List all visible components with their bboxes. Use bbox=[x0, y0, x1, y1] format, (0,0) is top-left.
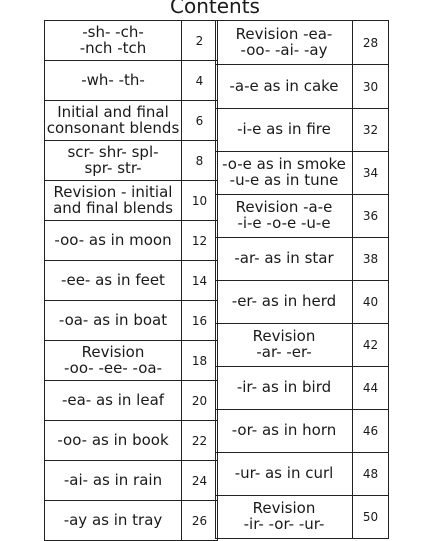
contents-entry[interactable] bbox=[45, 341, 218, 381]
entry-page-number: 20 bbox=[182, 381, 218, 421]
contents-entry[interactable] bbox=[45, 421, 218, 461]
entry-topic bbox=[45, 261, 182, 301]
contents-entry[interactable] bbox=[45, 101, 218, 141]
topic-line: Revision -a-e bbox=[235, 198, 333, 217]
topic-line: -nch -tch bbox=[79, 38, 147, 57]
topic-line: -oo- -ee- -oa- bbox=[63, 358, 163, 377]
contents-entry[interactable] bbox=[45, 461, 218, 501]
contents-entry[interactable] bbox=[216, 453, 389, 496]
contents-entry[interactable] bbox=[216, 109, 389, 152]
topic-line: -ir- -or- -ur- bbox=[243, 515, 325, 533]
contents-entry[interactable] bbox=[45, 301, 218, 341]
entry-page-number: 4 bbox=[182, 61, 218, 101]
entry-topic bbox=[216, 238, 353, 281]
topic-line: -i-e as in fire bbox=[237, 120, 331, 139]
topic-line: -ar- -er- bbox=[256, 343, 312, 361]
entry-page-number: 6 bbox=[182, 101, 218, 141]
entry-topic bbox=[216, 324, 353, 367]
entry-topic bbox=[216, 453, 353, 496]
entry-page-number: 38 bbox=[353, 238, 389, 281]
entry-topic bbox=[216, 367, 353, 410]
entry-page-number: 46 bbox=[353, 410, 389, 453]
topic-line: -ea- as in leaf bbox=[61, 390, 165, 409]
entry-page-number: 30 bbox=[353, 65, 389, 109]
contents-entry[interactable] bbox=[45, 181, 218, 221]
entry-topic bbox=[45, 421, 182, 461]
entry-topic bbox=[216, 152, 353, 195]
topic-line: -ur- as in curl bbox=[234, 464, 334, 483]
entry-topic bbox=[45, 181, 182, 221]
contents-entry[interactable] bbox=[216, 367, 389, 410]
topic-line: -oo- as in moon bbox=[54, 230, 172, 249]
entry-topic bbox=[45, 101, 182, 141]
entry-page-number: 36 bbox=[353, 195, 389, 238]
entry-page-number: 26 bbox=[182, 501, 218, 541]
topic-line: Revision bbox=[252, 327, 316, 346]
entry-page-number: 18 bbox=[182, 341, 218, 381]
topic-line: -er- as in herd bbox=[231, 292, 337, 311]
topic-line: -ay as in tray bbox=[63, 510, 163, 529]
entry-topic bbox=[45, 141, 182, 181]
topic-line: Initial and final bbox=[57, 102, 169, 121]
entry-page-number: 2 bbox=[182, 21, 218, 61]
topic-line: Revision bbox=[252, 499, 316, 518]
topic-line: -wh- -th- bbox=[81, 70, 145, 89]
contents-entry[interactable] bbox=[216, 496, 389, 539]
page-title: Contents bbox=[170, 0, 260, 18]
entry-topic bbox=[216, 410, 353, 453]
contents-entry[interactable] bbox=[45, 501, 218, 541]
contents-entry[interactable] bbox=[216, 238, 389, 281]
entry-topic bbox=[45, 461, 182, 501]
entry-topic bbox=[45, 381, 182, 421]
entry-topic bbox=[216, 109, 353, 152]
contents-entry[interactable] bbox=[216, 410, 389, 453]
entry-page-number: 16 bbox=[182, 301, 218, 341]
topic-line: -o-e as in smoke bbox=[222, 155, 346, 174]
contents-entry[interactable] bbox=[216, 324, 389, 367]
entry-topic bbox=[216, 496, 353, 539]
entry-page-number: 14 bbox=[182, 261, 218, 301]
topic-line: -ai- as in rain bbox=[63, 470, 163, 489]
entry-page-number: 40 bbox=[353, 281, 389, 324]
contents-entry[interactable] bbox=[216, 281, 389, 324]
topic-line: -ir- as in bird bbox=[236, 378, 332, 397]
topic-line: -i-e -o-e -u-e bbox=[237, 214, 331, 232]
contents-table-right bbox=[215, 20, 389, 539]
entry-page-number: 24 bbox=[182, 461, 218, 501]
entry-page-number: 8 bbox=[182, 141, 218, 181]
entry-topic bbox=[45, 341, 182, 381]
topic-line: -ar- as in star bbox=[234, 249, 334, 268]
entry-topic bbox=[45, 501, 182, 541]
entry-page-number: 12 bbox=[182, 221, 218, 261]
topic-line: -or- as in horn bbox=[231, 421, 337, 440]
contents-entry[interactable] bbox=[45, 261, 218, 301]
contents-entry[interactable] bbox=[45, 221, 218, 261]
entry-topic bbox=[45, 301, 182, 341]
entry-topic bbox=[216, 195, 353, 238]
entry-page-number: 34 bbox=[353, 152, 389, 195]
contents-entry[interactable] bbox=[45, 141, 218, 181]
entry-topic bbox=[216, 65, 353, 109]
topic-line: Revision -ea- bbox=[235, 24, 333, 43]
entry-page-number: 50 bbox=[353, 496, 389, 539]
topic-line: Revision - initial bbox=[53, 182, 173, 201]
entry-page-number: 44 bbox=[353, 367, 389, 410]
entry-topic bbox=[216, 21, 353, 65]
entry-topic bbox=[45, 61, 182, 101]
topic-line: spr- str- bbox=[84, 158, 142, 177]
entry-page-number: 28 bbox=[353, 21, 389, 65]
topic-line: consonant blends bbox=[46, 118, 180, 137]
entry-topic bbox=[216, 281, 353, 324]
contents-table-left bbox=[44, 20, 218, 541]
contents-entry[interactable] bbox=[216, 65, 389, 109]
contents-entry[interactable] bbox=[45, 21, 218, 61]
topic-line: -oo- -ai- -ay bbox=[240, 40, 328, 59]
contents-entry[interactable] bbox=[216, 21, 389, 65]
contents-entry[interactable] bbox=[216, 195, 389, 238]
entry-page-number: 22 bbox=[182, 421, 218, 461]
entry-topic bbox=[45, 221, 182, 261]
topic-line: -a-e as in cake bbox=[229, 76, 339, 95]
topic-line: and final blends bbox=[53, 198, 173, 217]
topic-line: -oo- as in book bbox=[57, 430, 169, 449]
topic-line: -ee- as in feet bbox=[61, 270, 165, 289]
entry-page-number: 10 bbox=[182, 181, 218, 221]
topic-line: scr- shr- spl- bbox=[67, 142, 159, 161]
entry-page-number: 48 bbox=[353, 453, 389, 496]
contents-entry[interactable] bbox=[45, 61, 218, 101]
contents-entry[interactable] bbox=[216, 152, 389, 195]
entry-topic bbox=[45, 21, 182, 61]
topic-line: -oa- as in boat bbox=[58, 310, 168, 329]
contents-entry[interactable] bbox=[45, 381, 218, 421]
topic-line: -sh- -ch- bbox=[82, 22, 144, 41]
entry-page-number: 42 bbox=[353, 324, 389, 367]
topic-line: Revision bbox=[81, 342, 145, 361]
entry-page-number: 32 bbox=[353, 109, 389, 152]
topic-line: -u-e as in tune bbox=[229, 171, 339, 189]
